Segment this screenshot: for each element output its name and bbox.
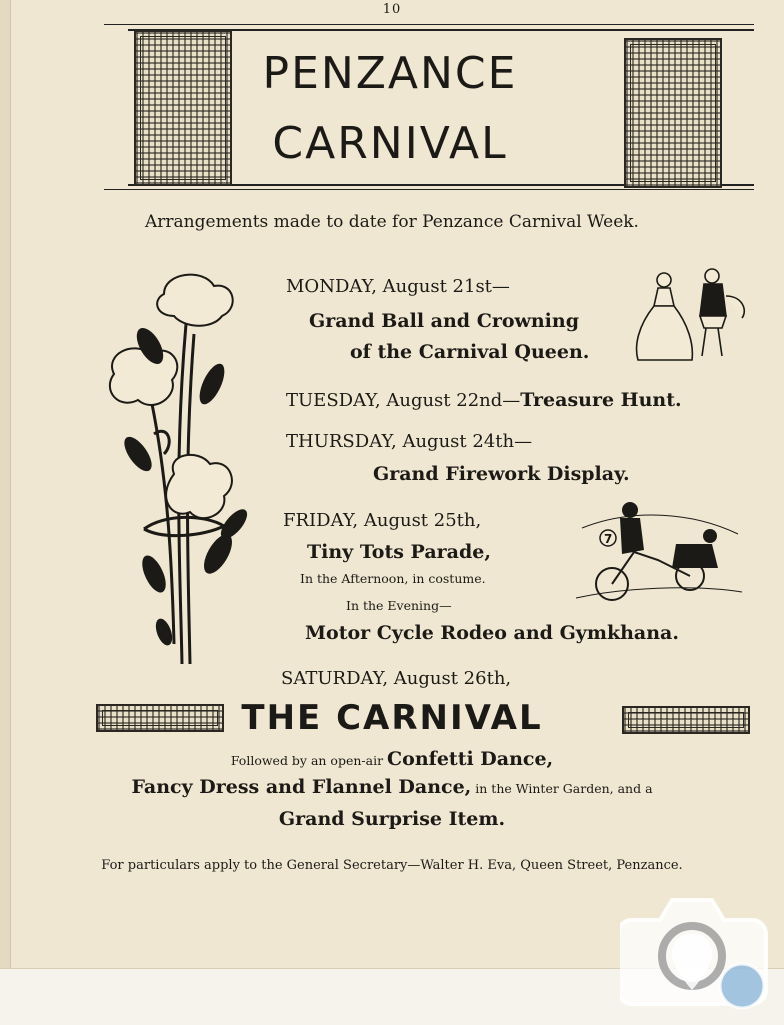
friday-note-evening: In the Evening— (346, 598, 452, 613)
surprise-item: Grand Surprise Item. (278, 808, 506, 830)
fancy-dress-dance: Fancy Dress and Flannel Dance, (131, 776, 472, 798)
monday-event-line1: Grand Ball and Crowning (309, 310, 579, 332)
title-carnival: CARNIVAL (272, 118, 508, 169)
footer-contact: For particulars apply to the General Secretary—Walter H. Eva, Queen Street, Penzance. (101, 858, 683, 873)
friday-date: FRIDAY, August 25th, (283, 510, 482, 531)
the-carnival-heading: THE CARNIVAL (241, 698, 543, 738)
camera-pin-icon (620, 890, 780, 1010)
svg-text:7: 7 (604, 532, 613, 546)
tuesday-event: Treasure Hunt. (520, 389, 682, 411)
winter-garden-text: in the Winter Garden, and a (471, 781, 653, 796)
thursday-event: Grand Firework Display. (373, 463, 630, 485)
thursday-date: THURSDAY, August 24th— (286, 431, 533, 452)
header-top-rule (104, 24, 754, 25)
greek-key-left (134, 30, 232, 186)
tuesday-date: TUESDAY, August 22nd— (286, 390, 521, 411)
confetti-dance: Confetti Dance, (387, 748, 554, 770)
header-bottom-rule-2 (104, 189, 754, 190)
poppy-illustration (94, 264, 254, 674)
title-penzance: PENZANCE (262, 48, 518, 99)
dancing-couple-illustration (632, 266, 752, 364)
monday-date: MONDAY, August 21st— (286, 276, 510, 297)
motorcycle-illustration (572, 498, 744, 610)
intro-text: Arrangements made to date for Penzance Carnival Week. (145, 212, 639, 232)
friday-event-tiny-tots: Tiny Tots Parade, (307, 541, 491, 563)
greek-key-right (624, 38, 722, 188)
saturday-date: SATURDAY, August 26th, (281, 668, 512, 689)
tuesday-line (286, 389, 682, 411)
confetti-prefix: Followed by an open-air (230, 753, 388, 768)
confetti-line (0, 748, 784, 770)
friday-event-rodeo: Motor Cycle Rodeo and Gymkhana. (305, 622, 679, 644)
page-number: 10 (382, 2, 402, 17)
monday-event-line2: of the Carnival Queen. (350, 341, 590, 363)
friday-note-afternoon: In the Afternoon, in costume. (300, 571, 486, 586)
fancy-dress-line (0, 776, 784, 798)
